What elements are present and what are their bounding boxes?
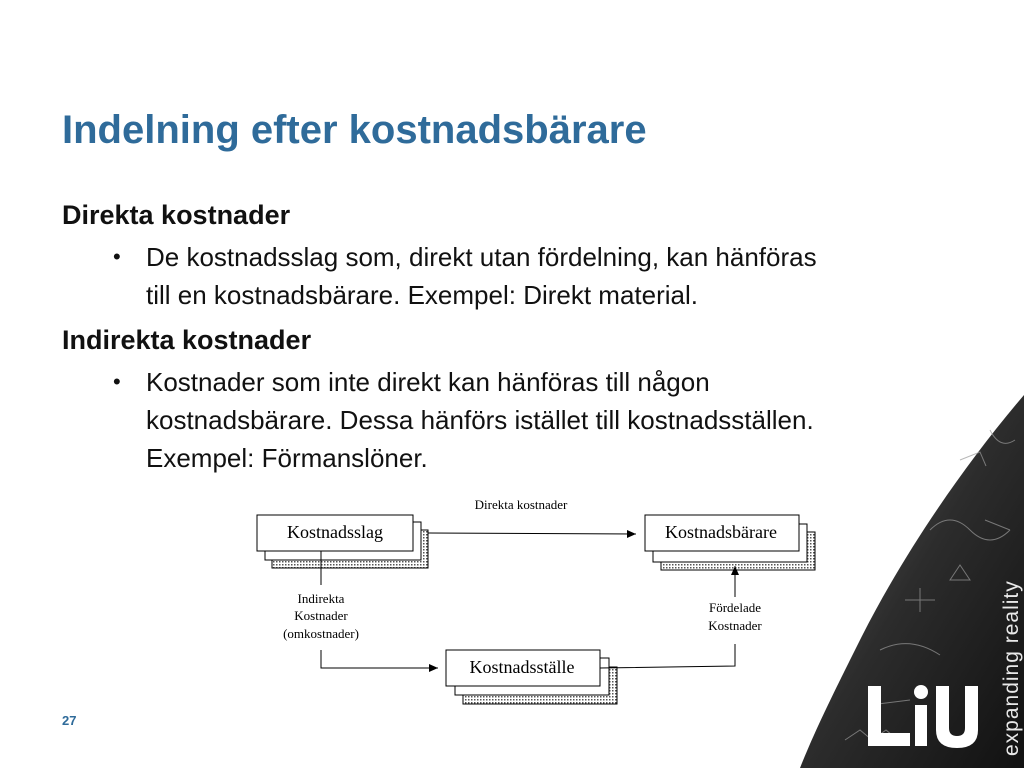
label-direct-costs: Direkta kostnader — [474, 497, 568, 512]
bullet-line: De kostnadsslag som, direkt utan fördelning, kan hänföras — [146, 242, 817, 272]
arrow-direct — [428, 533, 636, 534]
bullet-line: kostnadsbärare. Dessa hänförs istället till kostnadsställen. — [146, 405, 814, 435]
bullet-marker: • — [113, 369, 121, 394]
box-cost-type-label: Kostnadsslag — [287, 522, 383, 542]
box-cost-center — [446, 650, 617, 704]
box-cost-center-label: Kostnadsställe — [469, 657, 575, 677]
slide-title: Indelning efter kostnadsbärare — [62, 108, 647, 152]
box-cost-carrier — [645, 515, 815, 570]
logo-text: L — [0, 0, 1, 1]
label-allocated-line1: Fördelade — [709, 600, 761, 615]
heading-indirect-costs: Indirekta kostnader — [62, 325, 312, 355]
heading-direct-costs: Direkta kostnader — [62, 200, 291, 230]
box-cost-carrier-label: Kostnadsbärare — [665, 522, 777, 542]
bullet-line: Exempel: Förmanslöner. — [146, 443, 428, 473]
label-indirect-line1: Indirekta — [297, 591, 345, 606]
label-indirect-line2: Kostnader — [294, 608, 348, 623]
tagline: expanding reality — [1000, 580, 1023, 756]
bullet-line: Kostnader som inte direkt kan hänföras till någon — [146, 367, 710, 397]
arrow-allocated-lower — [600, 644, 735, 668]
bullet-line: till en kostnadsbärare. Exempel: Direkt material. — [146, 280, 699, 310]
bullet-marker: • — [113, 244, 121, 269]
page-number: 27 — [62, 713, 77, 728]
label-indirect-line3: (omkostnader) — [283, 626, 359, 641]
label-allocated-line2: Kostnader — [708, 618, 762, 633]
box-cost-type — [257, 515, 428, 568]
arrow-indirect-lower — [321, 650, 438, 668]
